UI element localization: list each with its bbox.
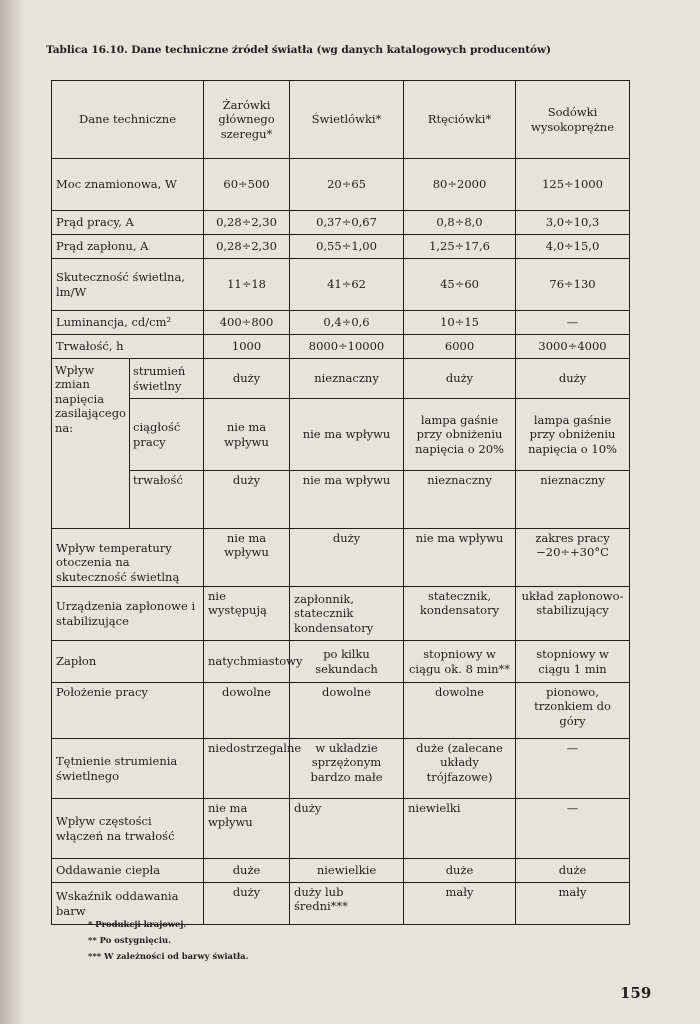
cell: nie występują: [204, 587, 290, 641]
cell: 45÷60: [404, 259, 516, 311]
cell: 80÷2000: [404, 159, 516, 211]
cell: niewielkie: [290, 859, 404, 883]
cell: lampa gaśnie przy obniżeniu napięcia o 10%: [516, 399, 630, 471]
cell: duże: [516, 859, 630, 883]
table-row: [52, 259, 630, 311]
row-label: Wskaźnik oddawania barw: [52, 883, 204, 925]
table-row: [52, 529, 630, 587]
cell: nie ma wpływu: [204, 529, 290, 587]
cell: duże: [404, 859, 516, 883]
page-number: 159: [620, 984, 652, 1002]
table-row: [52, 399, 630, 471]
cell: nie ma wpływu: [404, 529, 516, 587]
cell: 0,8÷8,0: [404, 211, 516, 235]
row-label: Trwałość, h: [52, 335, 204, 359]
cell: 400÷800: [204, 311, 290, 335]
row-label: Wpływ temperatury otoczenia na skuteczność świetlną: [52, 529, 204, 587]
cell: 125÷1000: [516, 159, 630, 211]
table-row: [52, 683, 630, 739]
table-row: [52, 587, 630, 641]
sub-label: strumień świetlny: [130, 359, 204, 399]
row-label: Położenie pracy: [52, 683, 204, 739]
cell: dowolne: [290, 683, 404, 739]
header-col: Sodówki wysokoprężne: [516, 81, 630, 159]
row-label: Prąd pracy, A: [52, 211, 204, 235]
table-row: [52, 311, 630, 335]
cell: nie ma wpływu: [204, 399, 290, 471]
page-gutter-shadow: [0, 0, 24, 1024]
cell: duże (zalecane układy trójfazowe): [404, 739, 516, 799]
cell: 0,28÷2,30: [204, 211, 290, 235]
cell: 8000÷10000: [290, 335, 404, 359]
cell: duży: [290, 529, 404, 587]
row-label: Moc znamionowa, W: [52, 159, 204, 211]
row-label: Wpływ częstości włączeń na trwałość: [52, 799, 204, 859]
header-row: [52, 81, 630, 159]
cell: po kilku sekundach: [290, 641, 404, 683]
cell: 6000: [404, 335, 516, 359]
cell: dowolne: [204, 683, 290, 739]
cell: 1,25÷17,6: [404, 235, 516, 259]
cell: niewielki: [404, 799, 516, 859]
footnote: * Produkcji krajowej.: [88, 919, 187, 929]
cell: 3000÷4000: [516, 335, 630, 359]
row-label: Urządzenia zapłonowe i stabilizujące: [52, 587, 204, 641]
cell: —: [516, 799, 630, 859]
cell: dowolne: [404, 683, 516, 739]
cell: 0,55÷1,00: [290, 235, 404, 259]
cell: 10÷15: [404, 311, 516, 335]
cell: —: [516, 739, 630, 799]
cell: duży: [290, 799, 404, 859]
cell: nieznaczny: [516, 471, 630, 529]
cell: duży lub średni***: [290, 883, 404, 925]
header-col: Świetlówki*: [290, 81, 404, 159]
cell: pionowo, trzonkiem do góry: [516, 683, 630, 739]
cell: nieznaczny: [404, 471, 516, 529]
footnote: *** W zależności od barwy światła.: [88, 951, 249, 961]
cell: nieznaczny: [290, 359, 404, 399]
row-label: Skuteczność świetlna, lm/W: [52, 259, 204, 311]
cell: w układzie sprzężonym bardzo małe: [290, 739, 404, 799]
cell: zapłonnik, statecznik kondensatory: [290, 587, 404, 641]
table-row: [52, 739, 630, 799]
cell: 0,28÷2,30: [204, 235, 290, 259]
light-sources-table: [51, 80, 630, 925]
table-row: [52, 859, 630, 883]
cell: 0,4÷0,6: [290, 311, 404, 335]
sub-label: trwałość: [130, 471, 204, 529]
cell: 60÷500: [204, 159, 290, 211]
cell: niedostrzegalne: [204, 739, 290, 799]
cell: statecznik, kondensatory: [404, 587, 516, 641]
cell: 1000: [204, 335, 290, 359]
cell: nie ma wpływu: [290, 399, 404, 471]
cell: duży: [204, 359, 290, 399]
table-row: [52, 335, 630, 359]
cell: 3,0÷10,3: [516, 211, 630, 235]
cell: 76÷130: [516, 259, 630, 311]
header-param: Dane techniczne: [52, 81, 204, 159]
cell: mały: [516, 883, 630, 925]
voltage-group-label: Wpływ zmian napięcia zasilającego na:: [52, 359, 130, 529]
table-caption: Tablica 16.10. Dane techniczne źródeł światła (wg danych katalogowych producentów): [46, 44, 551, 56]
cell: 20÷65: [290, 159, 404, 211]
table-row: [52, 159, 630, 211]
cell: 41÷62: [290, 259, 404, 311]
cell: nie ma wpływu: [204, 799, 290, 859]
cell: nie ma wpływu: [290, 471, 404, 529]
row-label: Prąd zapłonu, A: [52, 235, 204, 259]
row-label: Oddawanie ciepła: [52, 859, 204, 883]
footnotes: [88, 916, 248, 964]
cell: duży: [204, 883, 290, 925]
cell: duże: [204, 859, 290, 883]
table-row: [52, 235, 630, 259]
header-col: Żarówki głównego szeregu*: [204, 81, 290, 159]
cell: 11÷18: [204, 259, 290, 311]
table-row: [52, 799, 630, 859]
table-row: [52, 359, 630, 399]
cell: 4,0÷15,0: [516, 235, 630, 259]
table-row: [52, 641, 630, 683]
cell: 0,37÷0,67: [290, 211, 404, 235]
footnote: ** Po ostygnięciu.: [88, 935, 172, 945]
cell: mały: [404, 883, 516, 925]
cell: stopniowy w ciągu 1 min: [516, 641, 630, 683]
cell: duży: [516, 359, 630, 399]
row-label: Tętnienie strumienia świetlnego: [52, 739, 204, 799]
cell: lampa gaśnie przy obniżeniu napięcia o 20%: [404, 399, 516, 471]
cell: układ zapłonowo-stabilizujący: [516, 587, 630, 641]
cell: natychmiastowy: [204, 641, 290, 683]
row-label: Zapłon: [52, 641, 204, 683]
table-row: [52, 471, 630, 529]
cell: —: [516, 311, 630, 335]
cell: stopniowy w ciągu ok. 8 min**: [404, 641, 516, 683]
cell: duży: [204, 471, 290, 529]
cell: zakres pracy −20÷+30°C: [516, 529, 630, 587]
table-row: [52, 211, 630, 235]
sub-label: ciągłość pracy: [130, 399, 204, 471]
header-col: Rtęciówki*: [404, 81, 516, 159]
row-label: Luminancja, cd/cm²: [52, 311, 204, 335]
cell: duży: [404, 359, 516, 399]
